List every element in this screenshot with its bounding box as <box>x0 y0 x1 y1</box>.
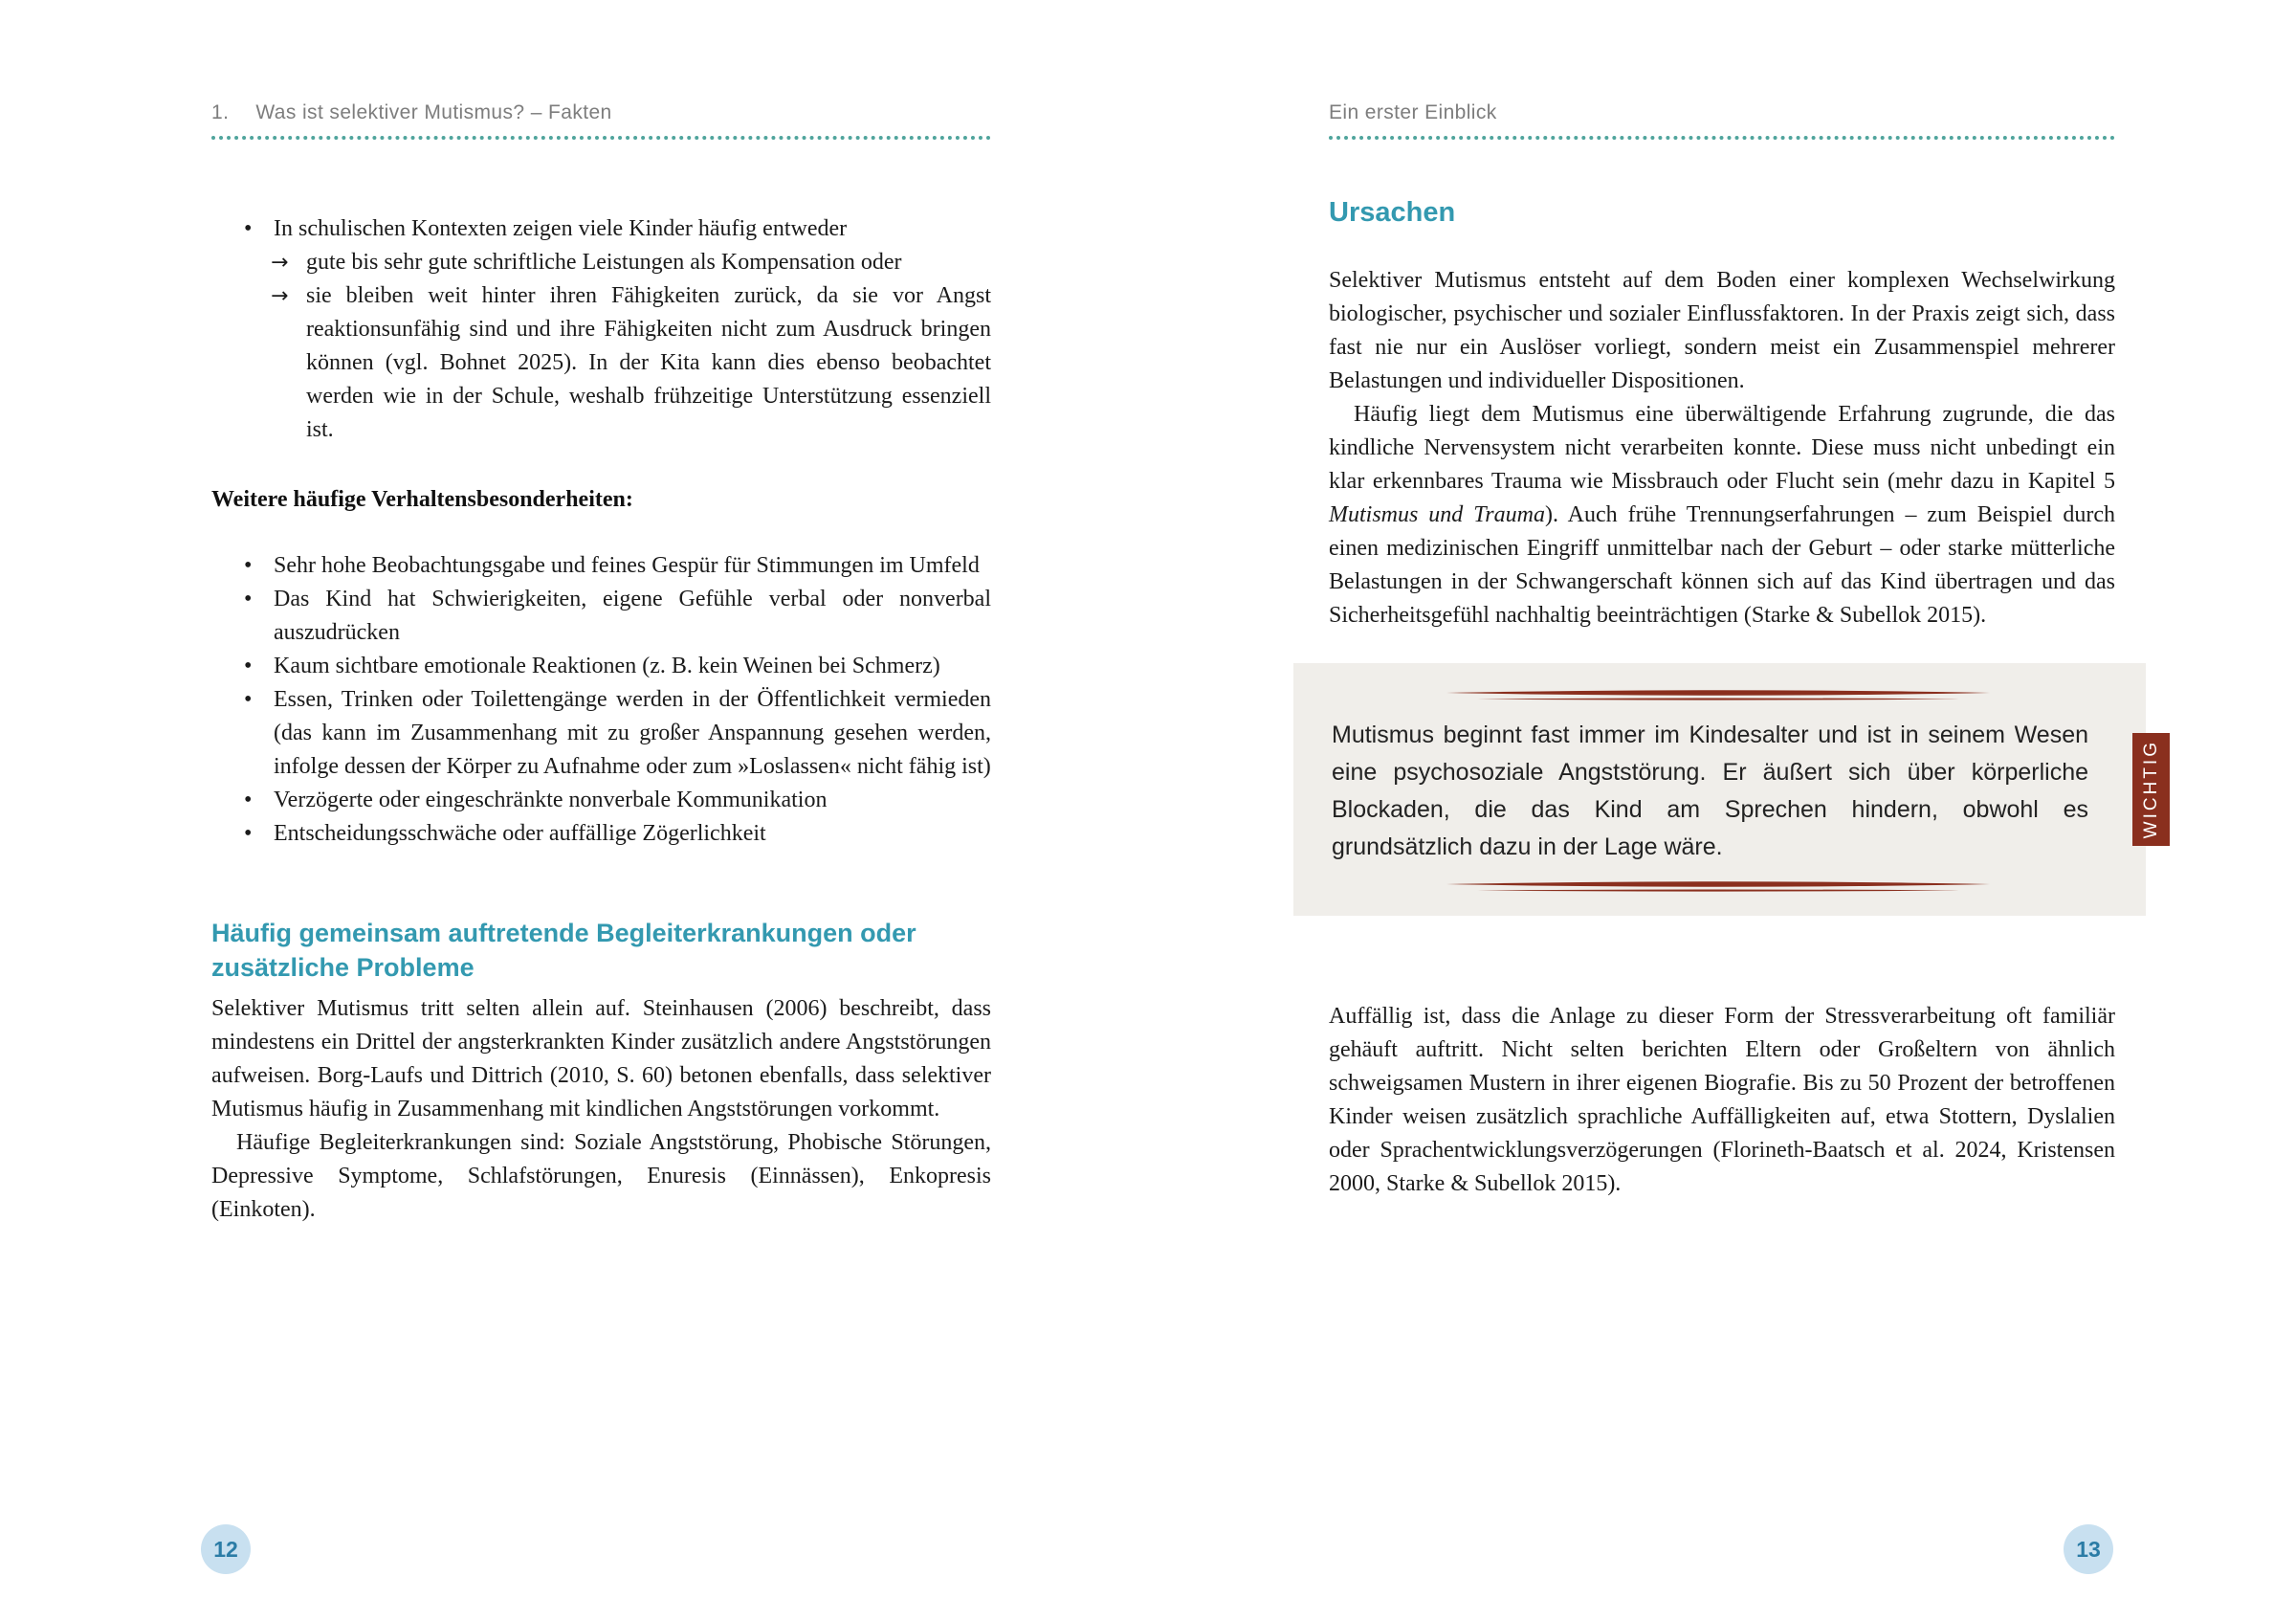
list-item-arrow: → gute bis sehr gute schriftliche Leistungen als Kompensation oder <box>211 246 991 279</box>
page-right <box>1329 0 2161 1201</box>
paragraph: Selektiver Mutismus entsteht auf dem Boden einer komplexen Wechselwirkung biologischer, psychischer und sozialer Einflussfaktoren. In der Praxis zeigt sich, dass fast nie nur ein Auslöser vorliegt, sondern meist ein Zusammenspiel mehrerer Belastungen und individueller Dispositionen. <box>1329 268 2115 393</box>
list-item: • Sehr hohe Beobachtungsgabe und feines Gespür für Stimmungen im Umfeld <box>211 549 991 583</box>
page-left <box>211 0 991 1227</box>
decorative-rule-top <box>1445 688 1992 701</box>
important-box <box>1293 663 2161 916</box>
paragraph: Häufige Begleiterkrankungen sind: Soziale Angststörung, Phobische Störungen, Depressive Symptome, Schlafstörungen, Enuresis (Einnässen), Enkopresis (Einkoten). <box>211 1130 991 1222</box>
running-head-right <box>1329 0 2115 140</box>
page-number-text: 13 <box>2076 1536 2101 1562</box>
behaviors-list <box>211 549 991 851</box>
page-number-right <box>2064 1524 2113 1574</box>
section-title: Ein erster Einblick <box>1329 101 1497 123</box>
chapter-title: Was ist selektiver Mutismus? – Fakten <box>255 101 612 123</box>
paragraph: Selektiver Mutismus tritt selten allein auf. Steinhausen (2006) beschreibt, dass mindestens ein Drittel der angsterkrankten Kinder zusätzlich andere Angststörungen aufweisen. Borg-Laufs und Dittrich (2010, S. 60) betonen ebenfalls, dass selektiver Mutismus häufig in Zusammenhang mit kindlichen Angststörungen vorkommt. <box>211 996 991 1121</box>
page-number-text: 12 <box>213 1536 238 1562</box>
intro-bullet-list <box>211 212 991 447</box>
list-item-arrow: → sie bleiben weit hinter ihren Fähigkeiten zurück, da sie vor Angst reaktionsunfähig sind und ihre Fähigkeiten nicht zum Ausdruck bringen können (vgl. Bohnet 2025). In der Kita kann dies ebenso beobachtet werden wie in der Schule, weshalb frühzeitige Unterstützung essenziell ist. <box>211 279 991 447</box>
list-item: • Essen, Trinken oder Toilettengänge werden in der Öffentlichkeit vermieden (das kann im Zusammenhang mit zu großer Anspannung gesehen werden, infolge dessen der Körper zu Aufnahme oder zum »Loslassen« nicht fähig ist) <box>211 683 991 784</box>
wichtig-label-tab <box>2132 733 2170 846</box>
list-item: • In schulischen Kontexten zeigen viele Kinder häufig entweder <box>211 212 991 246</box>
list-item: • Kaum sichtbare emotionale Reaktionen (z. B. kein Weinen bei Schmerz) <box>211 650 991 683</box>
subheading-behaviors: Weitere häufige Verhaltensbesonderheiten: <box>211 487 633 512</box>
page-number-left <box>201 1524 251 1574</box>
paragraph-text: Häufig liegt dem Mutismus eine überwältigende Erfahrung zugrunde, die das kindliche Nervensystem nicht verarbeiten konnte. Diese muss nicht unbedingt ein klar erkennbares Trauma wie Missbrauch oder Flucht sein (mehr dazu in Kapitel 5 <box>1329 402 2115 494</box>
paragraph-text: ). Auch frühe Trennungserfahrungen – zum Beispiel durch einen medizinischen Eingriff unmittelbar nach der Geburt – oder starke mütterliche Belastungen in der Schwangerschaft können sich auf das Kind übertragen und das Sicherheitsgefühl nachhaltig beeinträchtigen (Starke & Subellok 2015). <box>1329 502 2115 628</box>
paragraph <box>1329 398 2115 633</box>
decorative-rule-bottom <box>1445 879 1992 893</box>
list-item: • Das Kind hat Schwierigkeiten, eigene Gefühle verbal oder nonverbal auszudrücken <box>211 583 991 650</box>
list-item: • Entscheidungsschwäche oder auffällige Zögerlichkeit <box>211 817 991 851</box>
wichtig-label: WICHTIG <box>2140 740 2161 839</box>
list-item: • Verzögerte oder eingeschränkte nonverbale Kommunikation <box>211 784 991 817</box>
section-heading-comorbidities: Häufig gemeinsam auftretende Begleiterkrankungen oder zusätzliche Probleme <box>211 919 916 982</box>
book-title-italic: Mutismus und Trauma <box>1329 502 1545 527</box>
section-heading-ursachen: Ursachen <box>1329 197 1456 228</box>
paragraph: Auffällig ist, dass die Anlage zu dieser Form der Stressverarbeitung oft familiär gehäuft auftritt. Nicht selten berichten Eltern oder Großeltern von ähnlich schweigsamen Mustern in ihrer eigenen Biografie. Bis zu 50 Prozent der betroffenen Kinder weisen zusätzlich sprachliche Auffälligkeiten auf, etwa Stottern, Dyslalien oder Sprachentwicklungsverzögerungen (Florineth-Baatsch et al. 2024, Kristensen 2000, Starke & Subellok 2015). <box>1329 1004 2115 1196</box>
running-head-left <box>211 0 991 140</box>
chapter-number: 1. <box>211 101 230 123</box>
important-box-text: Mutismus beginnt fast immer im Kindesalter und ist in seinem Wesen eine psychosoziale Angststörung. Er äußert sich über körperliche Blockaden, die das Kind am Sprechen hindern, obwohl es grundsätzlich dazu in der Lage wäre. <box>1332 722 2088 860</box>
